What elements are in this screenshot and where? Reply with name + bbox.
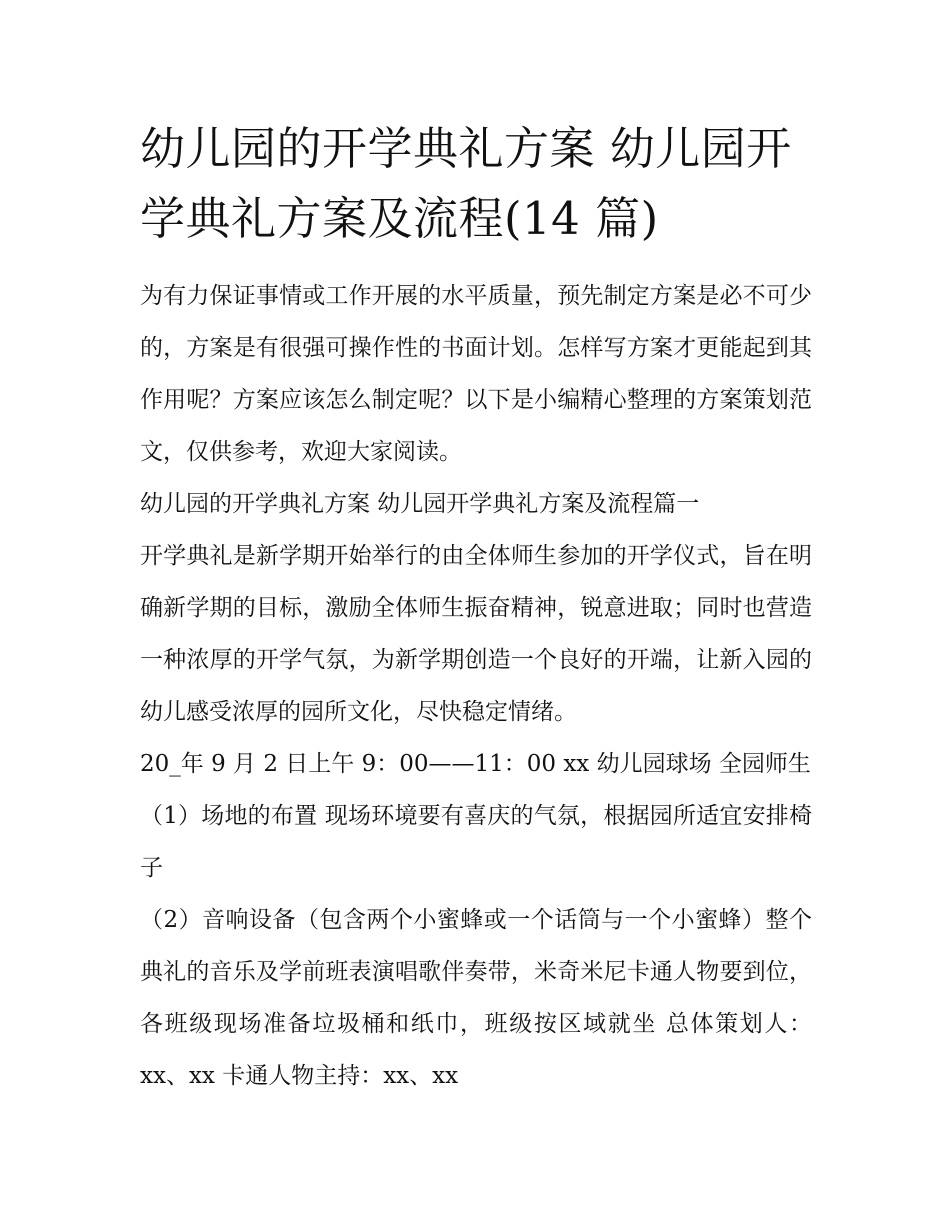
time-place-line: 20_年 9 月 2 日上午 9：00——11：00 xx 幼儿园球场 全园师生: [140, 751, 811, 777]
venue-layout-paragraph: （1）场地的布置 现场环境要有喜庆的气氛，根据园所适宜安排椅子: [140, 803, 812, 881]
intro-paragraph: 为有力保证事情或工作开展的水平质量，预先制定方案是必不可少的，方案是有很强可操作性的书面计划。怎样写方案才更能起到其作用呢？方案应该怎么制定呢？以下是小编精心整理的方案策划范文，仅供参考，欢迎大家阅读。: [140, 283, 812, 465]
section-heading: 幼儿园的开学典礼方案 幼儿园开学典礼方案及流程篇一: [140, 491, 700, 517]
purpose-paragraph: 开学典礼是新学期开始举行的由全体师生参加的开学仪式，旨在明确新学期的目标，激励全体师生振奋精神，锐意进取；同时也营造一种浓厚的开学气氛，为新学期创造一个良好的开端，让新入园的幼儿感受浓厚的园所文化，尽快稳定情绪。: [140, 543, 812, 725]
audio-equipment-paragraph: （2）音响设备（包含两个小蜜蜂或一个话筒与一个小蜜蜂）整个典礼的音乐及学前班表演唱歌伴奏带，米奇米尼卡通人物要到位，各班级现场准备垃圾桶和纸巾，班级按区域就坐 总体策划人：xx、xx 卡通人物主持：xx、xx: [140, 907, 812, 1089]
document-page: [140, 114, 812, 1102]
document-title: 幼儿园的开学典礼方案 幼儿园开学典礼方案及流程(14 篇): [140, 122, 792, 245]
